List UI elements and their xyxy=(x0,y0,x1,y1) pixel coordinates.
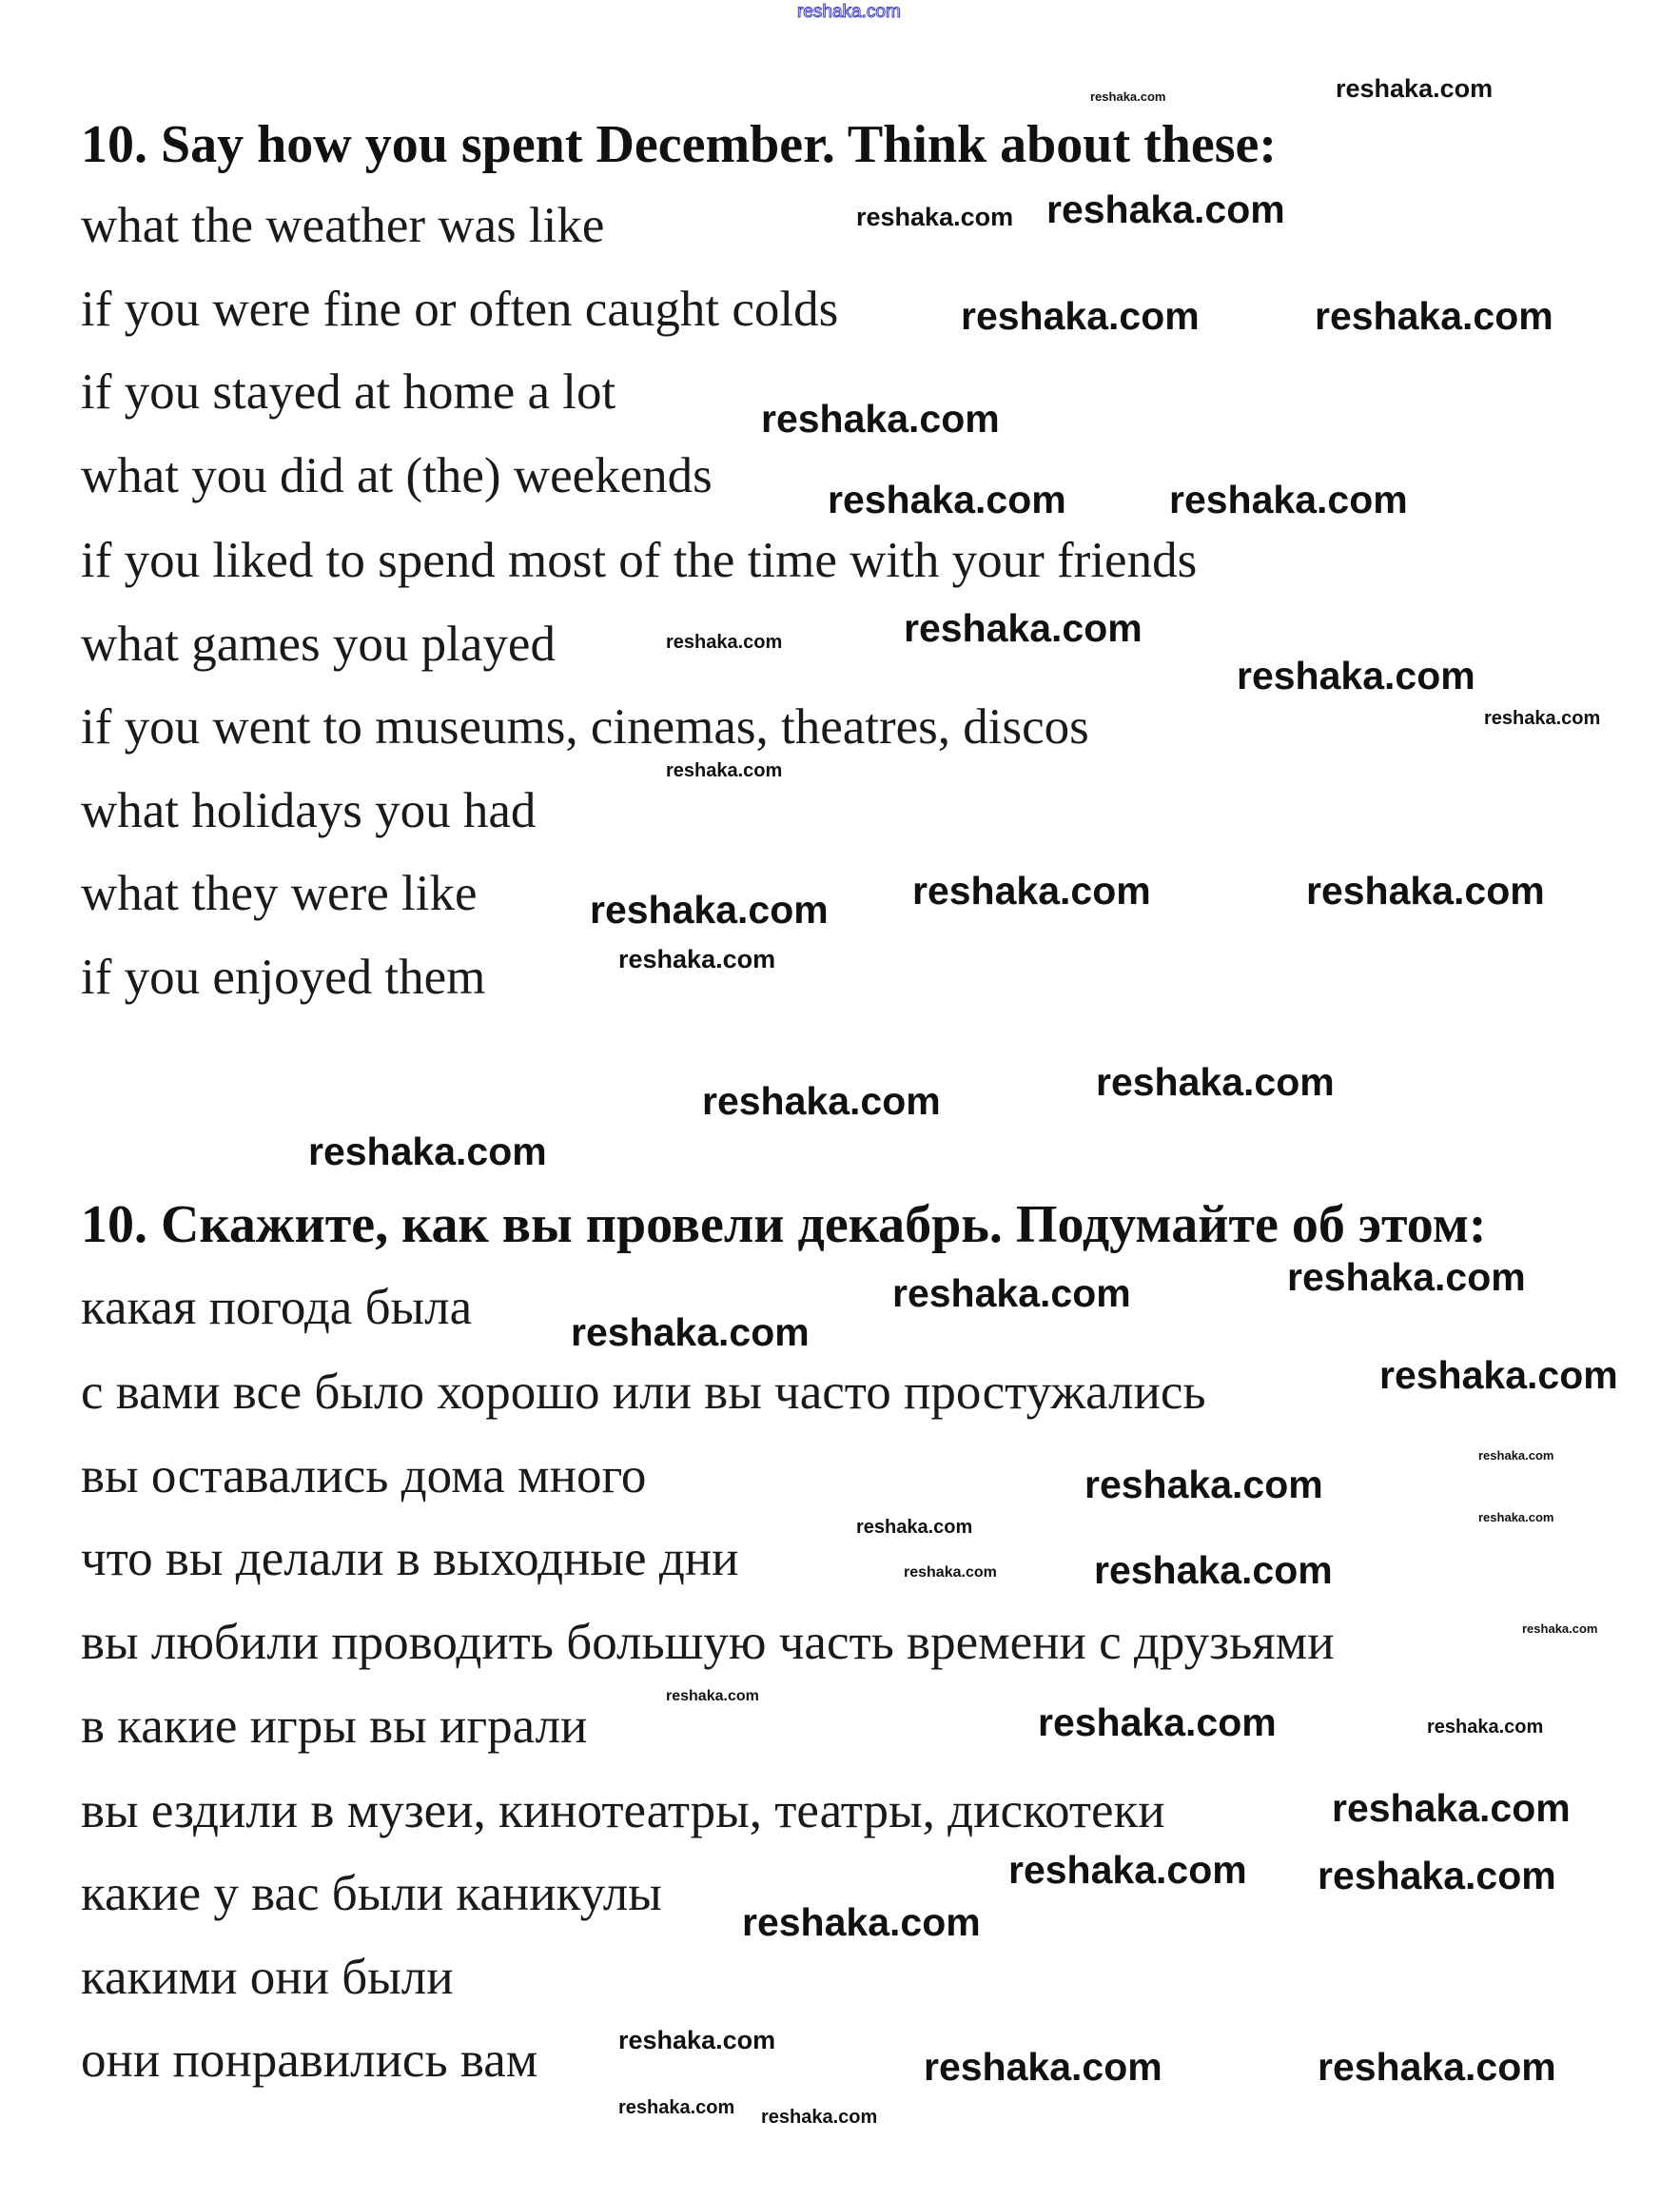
watermark: reshaka.com xyxy=(1318,1854,1556,1897)
watermark: reshaka.com xyxy=(856,1517,973,1538)
english-item: if you stayed at home a lot xyxy=(81,364,616,420)
watermark: reshaka.com xyxy=(1084,1463,1323,1506)
watermark: reshaka.com xyxy=(1038,1700,1277,1744)
russian-item: что вы делали в выходные дни xyxy=(81,1531,739,1586)
russian-item: в какие игры вы играли xyxy=(81,1699,588,1754)
watermark: reshaka.com xyxy=(1287,1255,1526,1299)
watermark: reshaka.com xyxy=(666,632,783,653)
watermark: reshaka.com xyxy=(1522,1621,1598,1636)
top-link[interactable]: reshaka.com xyxy=(797,2,901,22)
watermark: reshaka.com xyxy=(702,1079,941,1123)
watermark: reshaka.com xyxy=(1478,1510,1554,1524)
english-heading: 10. Say how you spent December. Think about these: xyxy=(81,115,1278,174)
russian-heading: 10. Скажите, как вы провели декабрь. Подумайте об этом: xyxy=(81,1195,1487,1254)
watermark: reshaka.com xyxy=(961,294,1200,338)
russian-item: они понравились вам xyxy=(81,2033,538,2088)
watermark: reshaka.com xyxy=(1332,1786,1571,1830)
russian-item: с вами все было хорошо или вы часто простужались xyxy=(81,1365,1206,1420)
watermark: reshaka.com xyxy=(308,1129,547,1173)
watermark: reshaka.com xyxy=(666,760,783,781)
russian-item: вы оставались дома много xyxy=(81,1448,647,1503)
watermark: reshaka.com xyxy=(1379,1353,1618,1397)
watermark: reshaka.com xyxy=(924,2045,1162,2089)
watermark: reshaka.com xyxy=(1090,89,1166,104)
watermark: reshaka.com xyxy=(1237,654,1475,697)
watermark: reshaka.com xyxy=(1094,1548,1333,1592)
watermark: reshaka.com xyxy=(856,203,1014,231)
watermark: reshaka.com xyxy=(1336,74,1494,103)
english-item: if you liked to spend most of the time with your friends xyxy=(81,533,1198,588)
english-item: if you enjoyed them xyxy=(81,950,486,1005)
english-item: what holidays you had xyxy=(81,783,537,838)
watermark: reshaka.com xyxy=(742,1900,981,1944)
watermark: reshaka.com xyxy=(1478,1448,1554,1463)
english-item: what the weather was like xyxy=(81,198,605,253)
watermark: reshaka.com xyxy=(1046,187,1285,231)
russian-item: какие у вас были каникулы xyxy=(81,1866,662,1921)
russian-item: вы ездили в музеи, кинотеатры, театры, дискотеки xyxy=(81,1783,1165,1838)
watermark: reshaka.com xyxy=(618,2097,735,2118)
watermark: reshaka.com xyxy=(892,1271,1131,1315)
watermark: reshaka.com xyxy=(1096,1060,1335,1104)
watermark: reshaka.com xyxy=(761,2107,878,2128)
watermark: reshaka.com xyxy=(1169,478,1408,521)
english-item: what they were like xyxy=(81,866,478,921)
russian-item: какая погода была xyxy=(81,1280,473,1335)
watermark: reshaka.com xyxy=(590,888,829,932)
english-item: what games you played xyxy=(81,617,556,672)
watermark: reshaka.com xyxy=(761,397,1000,441)
watermark: reshaka.com xyxy=(904,606,1143,650)
watermark: reshaka.com xyxy=(1318,2045,1556,2089)
watermark: reshaka.com xyxy=(666,1688,759,1704)
watermark: reshaka.com xyxy=(828,478,1066,521)
english-item: what you did at (the) weekends xyxy=(81,448,713,503)
watermark: reshaka.com xyxy=(571,1310,810,1354)
watermark: reshaka.com xyxy=(618,2026,776,2054)
english-item: if you were fine or often caught colds xyxy=(81,282,839,337)
watermark: reshaka.com xyxy=(1008,1848,1247,1892)
russian-item: вы любили проводить большую часть времени с друзьями xyxy=(81,1615,1335,1670)
watermark: reshaka.com xyxy=(1484,708,1601,729)
english-item: if you went to museums, cinemas, theatres, discos xyxy=(81,699,1089,755)
russian-item: какими они были xyxy=(81,1950,454,2005)
watermark: reshaka.com xyxy=(1306,869,1545,913)
watermark: reshaka.com xyxy=(912,869,1151,913)
watermark: reshaka.com xyxy=(904,1564,997,1581)
watermark: reshaka.com xyxy=(618,945,776,973)
watermark: reshaka.com xyxy=(1315,294,1553,338)
watermark: reshaka.com xyxy=(1427,1717,1544,1738)
